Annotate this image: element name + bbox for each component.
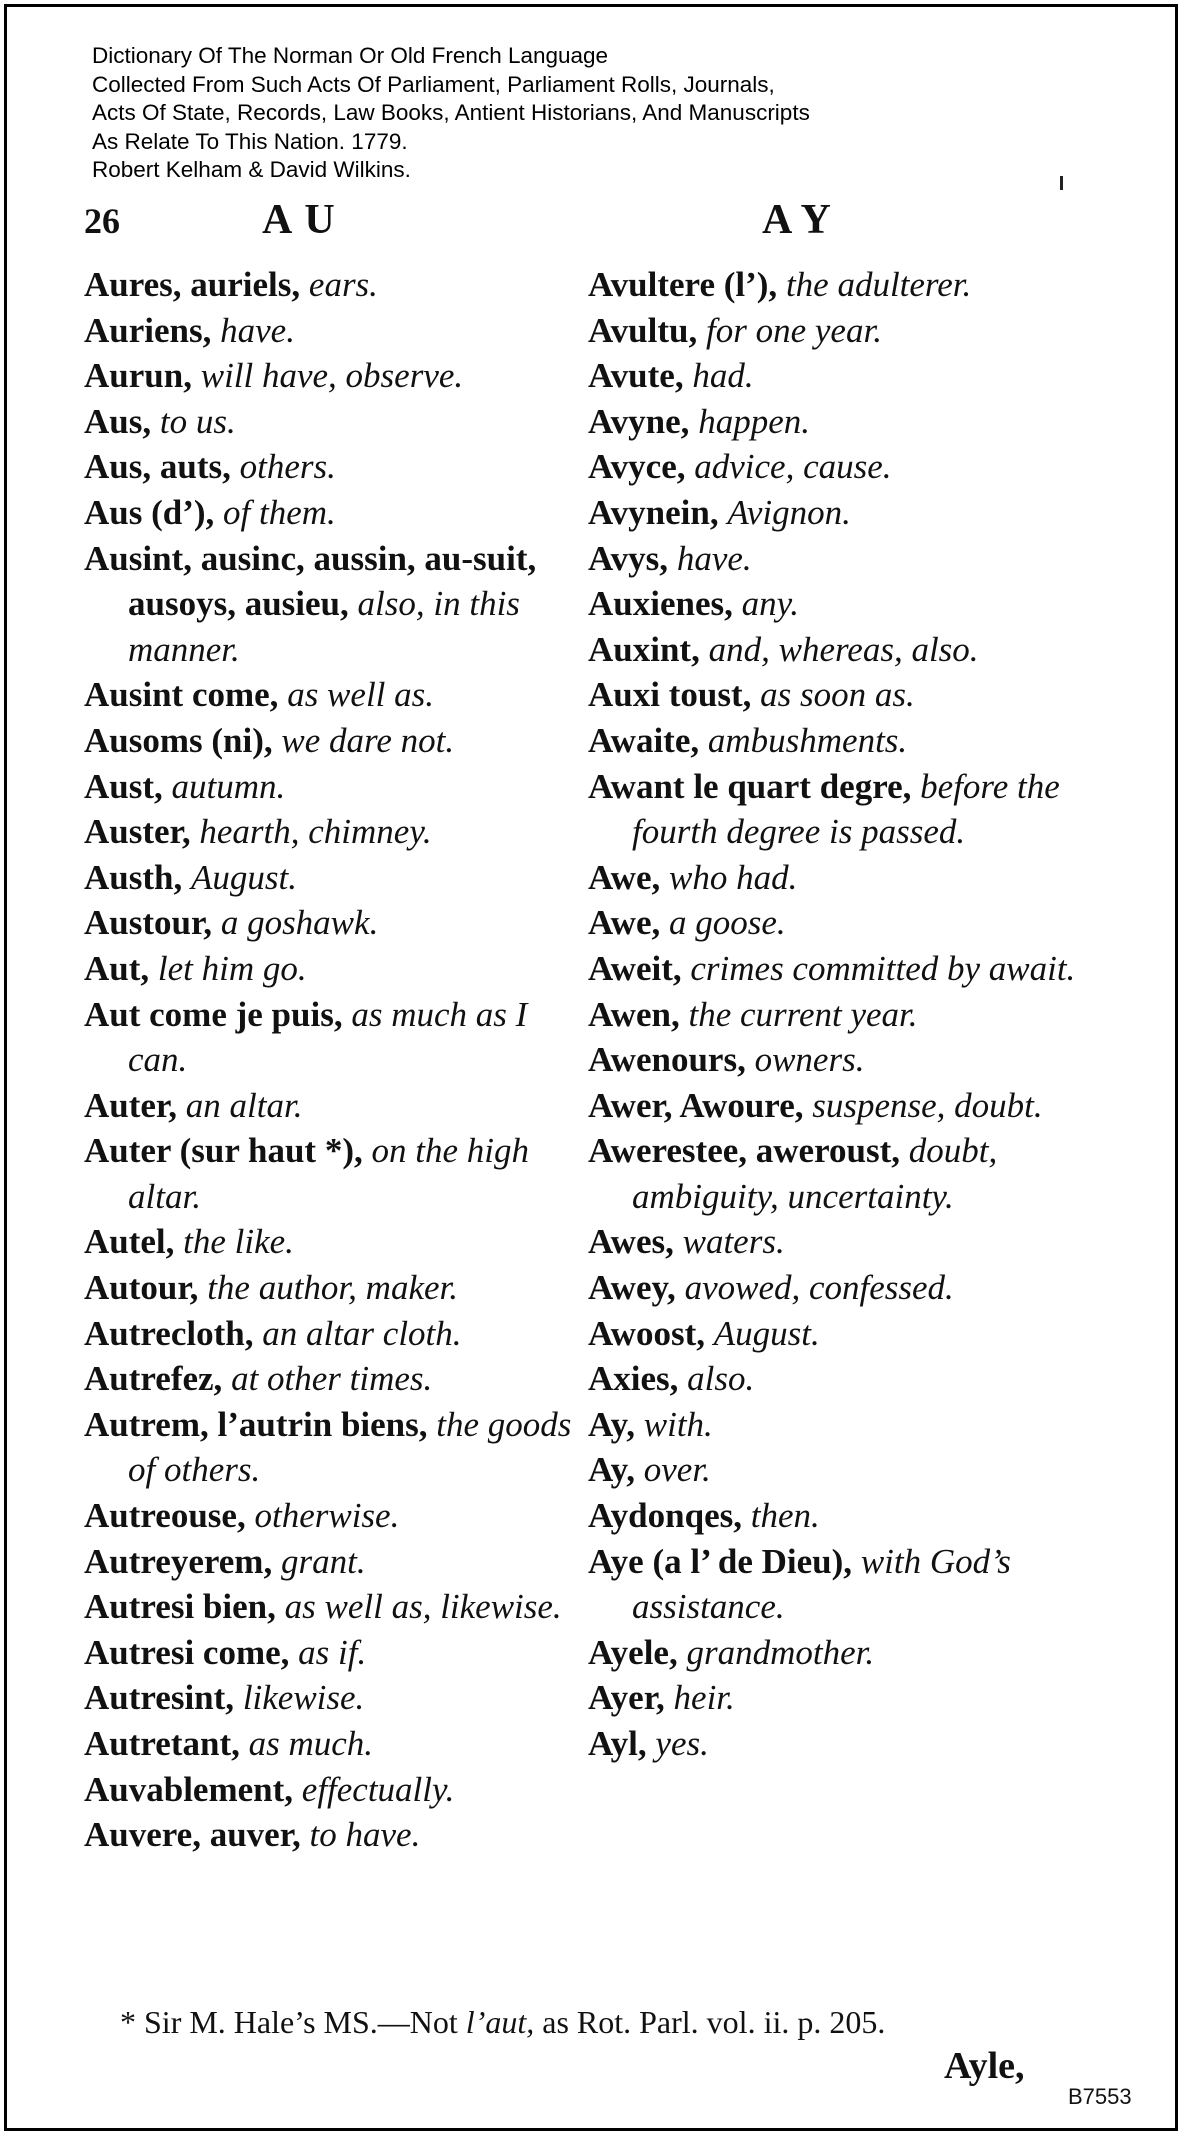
entry-definition: the adulterer. xyxy=(785,265,972,304)
entry-headword: Autour, xyxy=(84,1268,199,1308)
entry-headword: Awen, xyxy=(588,994,680,1034)
dictionary-entry xyxy=(84,1493,584,1539)
entry-headword: Aye (a l’ de Dieu), xyxy=(588,1541,853,1581)
entry-definition: an altar cloth. xyxy=(262,1313,462,1353)
entry-definition: crimes committed by await. xyxy=(690,948,1076,988)
entry-definition: heir. xyxy=(673,1678,735,1718)
entry-headword: Ausoms (ni), xyxy=(84,720,273,760)
entry-headword: Aydonqes, xyxy=(588,1496,742,1536)
left-column xyxy=(84,262,584,1858)
dictionary-entry xyxy=(84,1767,584,1813)
dictionary-entry xyxy=(588,1493,1088,1539)
entry-definition: will have, observe. xyxy=(200,356,464,396)
entry-headword: Autresint, xyxy=(84,1678,235,1718)
footnote xyxy=(120,2004,885,2041)
dictionary-entry xyxy=(588,764,1088,855)
entry-definition: an altar. xyxy=(185,1085,303,1125)
entry-definition: advice, cause. xyxy=(694,447,892,487)
dictionary-entry xyxy=(84,1675,584,1721)
entry-definition: effectually. xyxy=(301,1769,455,1809)
entry-definition: on the high altar. xyxy=(128,1131,529,1216)
dictionary-entry xyxy=(588,1447,1088,1493)
dictionary-entry xyxy=(588,900,1088,946)
entry-definition: owners. xyxy=(754,1040,865,1080)
entry-definition: waters. xyxy=(682,1222,785,1262)
entry-definition: Avignon. xyxy=(727,492,851,532)
entry-headword: Ay, xyxy=(588,1450,635,1490)
entry-headword: Aweit, xyxy=(588,948,682,988)
entry-headword: Aus, xyxy=(84,401,152,441)
dictionary-entry xyxy=(588,1037,1088,1083)
entry-definition: a goshawk. xyxy=(220,903,379,943)
dictionary-entry xyxy=(588,946,1088,992)
running-head-right: AY xyxy=(762,197,843,243)
entry-definition: and, whereas, also. xyxy=(708,629,979,669)
entry-headword: Avyne, xyxy=(588,401,690,441)
dictionary-entry xyxy=(588,1356,1088,1402)
footnote-text-after: as Rot. Parl. vol. ii. p. 205. xyxy=(542,2004,886,2040)
dictionary-entry xyxy=(84,946,584,992)
entry-definition: as well as. xyxy=(287,675,435,715)
entry-definition: the current year. xyxy=(688,994,918,1034)
entry-definition: of them. xyxy=(223,492,336,532)
header-line: Dictionary Of The Norman Or Old French Language xyxy=(92,43,609,68)
page-heading xyxy=(0,196,1190,256)
entry-definition: the like. xyxy=(183,1222,294,1262)
dictionary-entry xyxy=(588,444,1088,490)
dictionary-entry xyxy=(84,855,584,901)
catchword: Ayle, xyxy=(944,2045,1025,2087)
entry-headword: Avultere (l’), xyxy=(588,265,778,304)
entry-definition: grant. xyxy=(280,1541,366,1581)
dictionary-entry xyxy=(84,1265,584,1311)
dictionary-entry xyxy=(588,1311,1088,1357)
entry-headword: Awenours, xyxy=(588,1040,746,1080)
dictionary-entry xyxy=(84,1630,584,1676)
entry-headword: Auriens, xyxy=(84,310,212,350)
entry-definition: hearth, chimney. xyxy=(199,812,432,852)
dictionary-entry xyxy=(84,992,584,1083)
dictionary-entry xyxy=(588,1402,1088,1448)
entry-headword: Awerestee, aweroust, xyxy=(588,1131,900,1171)
entry-definition: the author, maker. xyxy=(207,1268,458,1308)
entry-headword: Aut come je puis, xyxy=(84,994,343,1034)
entry-definition: we dare not. xyxy=(281,720,455,760)
entry-headword: Ausint come, xyxy=(84,675,279,715)
entry-headword: Aus (d’), xyxy=(84,492,215,532)
entry-headword: Awe, xyxy=(588,903,661,943)
dictionary-entry xyxy=(588,718,1088,764)
header-line: Collected From Such Acts Of Parliament, Parliament Rolls, Journals, xyxy=(92,71,775,97)
entry-definition: with. xyxy=(643,1404,713,1444)
footnote-marker: * xyxy=(120,2004,136,2040)
dictionary-entry xyxy=(84,1584,584,1630)
entry-definition: autumn. xyxy=(171,766,286,806)
entry-headword: Aus, auts, xyxy=(84,447,231,487)
dictionary-entry xyxy=(588,627,1088,673)
dictionary-entry xyxy=(84,1812,584,1858)
dictionary-entry xyxy=(84,490,584,536)
dictionary-entry xyxy=(84,1539,584,1585)
entry-headword: Avyce, xyxy=(588,447,686,487)
header-line: As Relate To This Nation. 1779. xyxy=(92,128,408,154)
entry-headword: Auxint, xyxy=(588,629,700,669)
entry-definition: others. xyxy=(239,447,336,487)
entry-headword: Ausint, ausinc, aussin, au-suit, ausoys, ausieu, xyxy=(84,538,537,624)
entry-headword: Aut, xyxy=(84,948,150,988)
dictionary-entry xyxy=(588,992,1088,1038)
entry-definition: before the fourth degree is passed. xyxy=(632,766,1060,852)
entry-definition: at other times. xyxy=(231,1359,433,1399)
dictionary-entry xyxy=(84,900,584,946)
dictionary-entry xyxy=(84,1402,584,1493)
dictionary-entry xyxy=(84,764,584,810)
entry-definition: also, in this manner. xyxy=(128,584,520,669)
entry-headword: Auxi toust, xyxy=(588,675,752,715)
entry-headword: Ayl, xyxy=(588,1724,647,1763)
entry-headword: Aust, xyxy=(84,766,163,806)
entry-definition: let him go. xyxy=(157,948,307,988)
entry-headword: Autel, xyxy=(84,1222,175,1262)
entry-definition: ambushments. xyxy=(707,720,908,760)
page-number: 26 xyxy=(84,201,120,241)
dictionary-entry xyxy=(84,1356,584,1402)
dictionary-entry xyxy=(84,536,584,673)
entry-definition: as much. xyxy=(248,1724,374,1763)
dictionary-entry xyxy=(84,672,584,718)
entry-headword: Auvere, auver, xyxy=(84,1815,301,1855)
header-line: Acts Of State, Records, Law Books, Antient Historians, And Manuscripts xyxy=(92,100,810,125)
dictionary-entry xyxy=(588,1721,1088,1767)
entry-definition: as well as, likewise. xyxy=(284,1587,562,1627)
document-header xyxy=(92,42,992,185)
entry-definition: have. xyxy=(220,310,295,350)
dictionary-entry xyxy=(588,1675,1088,1721)
entry-definition: over. xyxy=(643,1450,711,1490)
dictionary-entry xyxy=(84,308,584,354)
entry-headword: Austour, xyxy=(84,903,213,943)
entry-headword: Awant le quart degre, xyxy=(588,766,912,806)
dictionary-entry xyxy=(84,353,584,399)
entry-headword: Awe, xyxy=(588,857,661,897)
dictionary-entry xyxy=(84,718,584,764)
entry-headword: Avynein, xyxy=(588,492,719,532)
entry-definition: August. xyxy=(713,1313,820,1353)
entry-definition: as much as I can. xyxy=(128,994,528,1080)
entry-headword: Ayele, xyxy=(588,1632,678,1672)
scan-speck xyxy=(1060,176,1063,190)
dictionary-entry xyxy=(84,1128,584,1219)
dictionary-entry xyxy=(84,1083,584,1129)
entry-definition: happen. xyxy=(698,401,810,441)
entry-definition: as soon as. xyxy=(760,675,915,715)
entry-headword: Austh, xyxy=(84,857,183,897)
entry-definition: with God’s assistance. xyxy=(632,1541,1011,1627)
entry-headword: Avute, xyxy=(588,356,684,396)
entry-headword: Awer, Awoure, xyxy=(588,1085,804,1125)
dictionary-entry xyxy=(588,536,1088,582)
entry-definition: otherwise. xyxy=(254,1496,400,1536)
entry-headword: Auvablement, xyxy=(84,1769,294,1809)
dictionary-entry xyxy=(588,1630,1088,1676)
dictionary-entry xyxy=(588,1539,1088,1630)
dictionary-entry xyxy=(588,1083,1088,1129)
dictionary-entry xyxy=(84,1721,584,1767)
entry-headword: Awes, xyxy=(588,1222,674,1262)
dictionary-entry xyxy=(588,1128,1088,1219)
dictionary-entry xyxy=(588,1265,1088,1311)
entry-definition: avowed, confessed. xyxy=(684,1268,954,1308)
dictionary-entry xyxy=(84,262,584,308)
entry-definition: who had. xyxy=(669,857,798,897)
running-head-left: AU xyxy=(262,197,347,243)
entry-definition: suspense, doubt. xyxy=(812,1085,1043,1125)
entry-headword: Autretant, xyxy=(84,1724,240,1763)
dictionary-entry xyxy=(588,855,1088,901)
header-line: Robert Kelham & David Wilkins. xyxy=(92,157,411,182)
entry-headword: Autrecloth, xyxy=(84,1313,254,1353)
entry-definition: any. xyxy=(741,584,799,624)
entry-headword: Aures, auriels, xyxy=(84,265,301,304)
dictionary-entry xyxy=(588,353,1088,399)
dictionary-entry xyxy=(588,262,1088,308)
entry-definition: likewise. xyxy=(242,1678,365,1718)
entry-headword: Autreyerem, xyxy=(84,1541,273,1581)
entry-definition: had. xyxy=(692,356,754,396)
entry-headword: Auster, xyxy=(84,812,191,852)
entry-definition: doubt, ambiguity, uncertainty. xyxy=(632,1131,998,1216)
entry-headword: Auxienes, xyxy=(588,584,733,624)
footnote-text: Sir M. Hale’s MS.—Not xyxy=(144,2004,458,2040)
entry-definition: to have. xyxy=(309,1815,421,1855)
entry-headword: Auter (sur haut *), xyxy=(84,1131,363,1171)
entry-definition: for one year. xyxy=(706,310,882,350)
dictionary-entry xyxy=(84,1311,584,1357)
entry-headword: Ay, xyxy=(588,1404,635,1444)
dictionary-entry xyxy=(588,581,1088,627)
entry-headword: Awoost, xyxy=(588,1313,705,1353)
dictionary-entry xyxy=(84,444,584,490)
entry-definition: then. xyxy=(750,1496,820,1536)
entry-definition: have. xyxy=(676,538,752,578)
dictionary-entry xyxy=(588,672,1088,718)
dictionary-entry xyxy=(84,809,584,855)
footnote-italic: l’aut, xyxy=(465,2004,535,2040)
entry-headword: Auter, xyxy=(84,1085,178,1125)
entry-definition: the goods of others. xyxy=(128,1404,572,1490)
entry-definition: as if. xyxy=(298,1632,367,1672)
reference-code: B7553 xyxy=(1068,2084,1132,2109)
entry-headword: Awaite, xyxy=(588,720,700,760)
entry-headword: Avultu, xyxy=(588,310,698,350)
entry-definition: to us. xyxy=(159,401,236,441)
entry-definition: grandmother. xyxy=(686,1632,875,1672)
dictionary-entry xyxy=(588,399,1088,445)
entry-headword: Ayer, xyxy=(588,1678,665,1718)
entry-headword: Autrem, l’autrin biens, xyxy=(84,1404,428,1444)
entry-headword: Autresi come, xyxy=(84,1632,290,1672)
dictionary-entry xyxy=(588,1219,1088,1265)
right-column xyxy=(588,262,1088,1767)
dictionary-entry xyxy=(84,1219,584,1265)
entry-headword: Autresi bien, xyxy=(84,1587,276,1627)
entry-definition: also. xyxy=(687,1359,755,1399)
dictionary-entry xyxy=(588,490,1088,536)
dictionary-entry xyxy=(84,399,584,445)
entry-definition: yes. xyxy=(655,1724,709,1763)
entry-definition: a goose. xyxy=(669,903,786,943)
entry-headword: Axies, xyxy=(588,1359,679,1399)
entry-definition: ears. xyxy=(308,265,378,304)
entry-headword: Awey, xyxy=(588,1268,676,1308)
entry-headword: Aurun, xyxy=(84,356,192,396)
dictionary-entry xyxy=(588,308,1088,354)
entry-definition: August. xyxy=(190,857,297,897)
entry-headword: Autreouse, xyxy=(84,1496,246,1536)
entry-headword: Avys, xyxy=(588,538,669,578)
entry-headword: Autrefez, xyxy=(84,1359,223,1399)
